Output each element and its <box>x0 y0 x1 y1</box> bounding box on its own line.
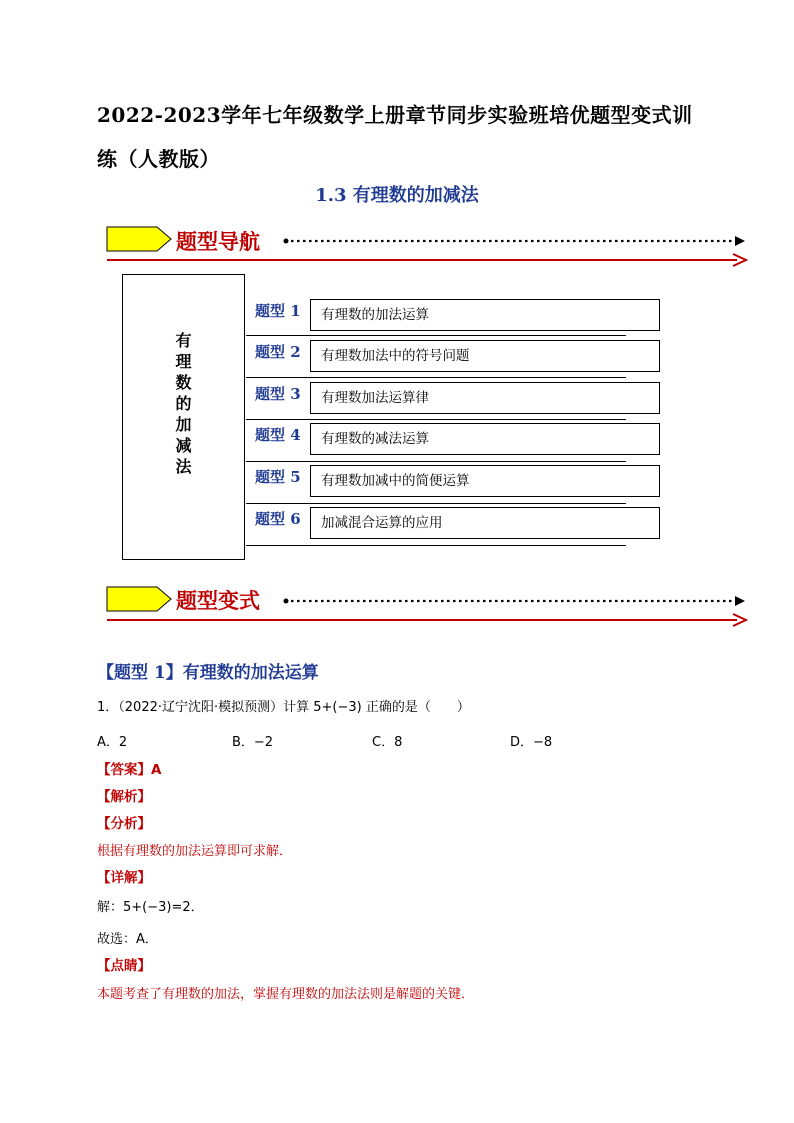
option-c: C．8 <box>372 735 403 750</box>
nav-flag-icon <box>107 227 171 251</box>
type-box-1: 有理数的加法运算 <box>310 299 660 331</box>
type-box-6: 加减混合运算的应用 <box>310 507 660 539</box>
type-divider <box>246 545 626 546</box>
type-divider <box>246 419 626 420</box>
comment-tag: 【点睛】 <box>97 958 151 974</box>
topic-char: 有 <box>175 331 192 350</box>
type-divider <box>246 461 626 462</box>
type-box-2: 有理数加法中的符号问题 <box>310 340 660 372</box>
section-title: 1.3 有理数的加减法 <box>315 185 479 206</box>
dot-start-icon <box>284 599 289 604</box>
topic-char: 理 <box>175 352 192 371</box>
type-box-4: 有理数的减法运算 <box>310 423 660 455</box>
topic-char: 的 <box>175 394 192 413</box>
type-box-3: 有理数加法运算律 <box>310 382 660 414</box>
type-label-4: 题型 4 <box>255 426 301 444</box>
dot-start-icon <box>284 239 289 244</box>
topic-char: 减 <box>175 436 192 455</box>
document-title: 2022-2023学年七年级数学上册章节同步实验班培优题型变式训练（人教版） <box>97 103 693 171</box>
outline-topic-text <box>122 330 245 477</box>
section-heading: 【题型 1】有理数的加法运算 <box>97 663 319 683</box>
fenxi-tag: 【分析】 <box>97 816 151 832</box>
type-label-5: 题型 5 <box>255 468 301 486</box>
option-d: D．−8 <box>510 735 553 750</box>
nav-banner-label: 题型导航 <box>176 230 260 254</box>
topic-char: 数 <box>175 373 192 392</box>
topic-char: 法 <box>175 457 192 476</box>
variant-banner-label: 题型变式 <box>176 589 260 613</box>
type-label-1: 题型 1 <box>255 302 301 320</box>
option-a: A．2 <box>97 735 128 750</box>
detail-text: 解：5+(−3)=2． <box>97 900 204 915</box>
type-label-6: 题型 6 <box>255 510 301 528</box>
type-divider <box>246 503 626 504</box>
type-label-2: 题型 2 <box>255 343 301 361</box>
arrow-right-icon <box>735 596 745 606</box>
topic-char: 加 <box>175 415 192 434</box>
type-label-3: 题型 3 <box>255 385 301 403</box>
variant-flag-icon <box>107 587 171 611</box>
question-text: 1．（2022·辽宁沈阳·模拟预测）计算 5+(−3) 正确的是（ ） <box>97 700 470 715</box>
fenxi-text: 根据有理数的加法运算即可求解． <box>97 844 293 859</box>
choice-text: 故选：A． <box>97 932 158 947</box>
comment-text: 本题考查了有理数的加法，掌握有理数的加法法则是解题的关键． <box>97 987 475 1002</box>
type-divider <box>246 335 626 336</box>
analysis-tag: 【解析】 <box>97 789 151 805</box>
type-divider <box>246 377 626 378</box>
detail-tag: 【详解】 <box>97 870 151 886</box>
answer-line: 【答案】A <box>97 762 162 778</box>
arrow-right-icon <box>735 236 745 246</box>
type-box-5: 有理数加减中的简便运算 <box>310 465 660 497</box>
option-b: B．−2 <box>232 735 274 750</box>
